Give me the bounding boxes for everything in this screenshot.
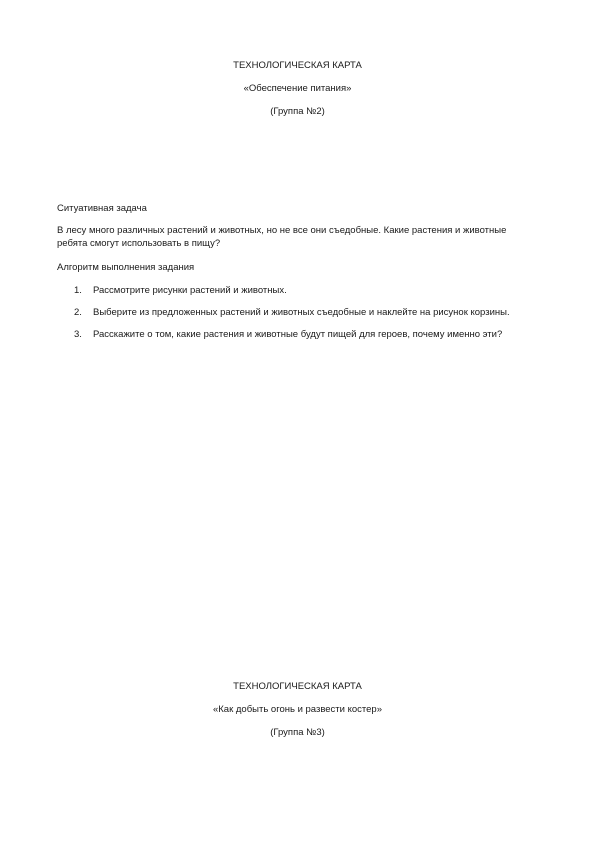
step-text: Рассмотрите рисунки растений и животных. xyxy=(93,285,287,296)
card2-title: ТЕХНОЛОГИЧЕСКАЯ КАРТА xyxy=(233,681,362,692)
step-text: Расскажите о том, какие растения и животные будут пищей для героев, почему именно эти? xyxy=(93,328,503,340)
list-item xyxy=(57,329,527,342)
task-text: В лесу много различных растений и животных, но не все они съедобные. Какие растения и животные ребята смогут использовать в пищу? xyxy=(57,225,507,249)
card2-group: (Группа №3) xyxy=(270,727,325,738)
task-heading: Ситуативная задача xyxy=(57,203,147,214)
card1-title: ТЕХНОЛОГИЧЕСКАЯ КАРТА xyxy=(233,60,362,71)
card2-subtitle: «Как добыть огонь и развести костер» xyxy=(212,704,382,715)
algorithm-heading: Алгоритм выполнения задания xyxy=(57,262,195,273)
list-item xyxy=(57,285,527,298)
step-number: 3. xyxy=(74,328,82,340)
step-text: Выберите из предложенных растений и животных съедобные и наклейте на рисунок корзины. xyxy=(93,306,510,318)
steps-list xyxy=(57,285,527,350)
list-item xyxy=(57,307,527,320)
step-number: 1. xyxy=(74,285,82,296)
card1-subtitle: «Обеспечение питания» xyxy=(243,83,352,94)
step-number: 2. xyxy=(74,306,82,318)
card1-group: (Группа №2) xyxy=(270,106,325,117)
